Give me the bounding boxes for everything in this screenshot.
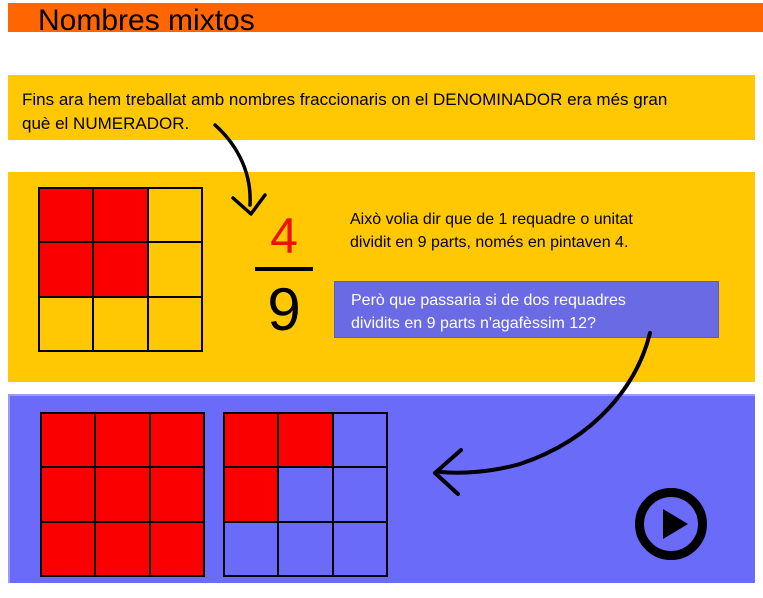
grid-cell: [279, 523, 331, 575]
grid-cell: [334, 468, 386, 520]
grid-cell: [149, 189, 201, 241]
grid-cell: [96, 468, 148, 520]
grid-cell: [96, 523, 148, 575]
question-line1: Però que passaria si de dos requadres: [351, 292, 626, 309]
explanation-line2: dividit en 9 parts, només en pintaven 4.: [350, 234, 629, 251]
grid-cell: [94, 298, 146, 350]
grid-cell: [151, 414, 203, 466]
grid-cell: [40, 189, 92, 241]
intro-banner-line1: Fins ara hem treballat amb nombres fraccionaris on el DENOMINADOR era més gran: [22, 90, 668, 109]
grid-cell: [225, 523, 277, 575]
fraction-grid-4-of-9: [38, 187, 203, 352]
grid-cell: [225, 468, 277, 520]
grid-full-9-of-9: [40, 412, 205, 577]
play-button[interactable]: [635, 488, 707, 560]
grid-cell: [96, 414, 148, 466]
grid-cell: [94, 243, 146, 295]
fraction-denominator: 9: [267, 276, 301, 343]
grid-cell: [40, 298, 92, 350]
grid-cell: [334, 414, 386, 466]
play-icon: [663, 509, 688, 539]
grid-cell: [279, 468, 331, 520]
two-units-section: [8, 394, 755, 583]
question-box: [334, 281, 719, 338]
grid-cell: [225, 414, 277, 466]
fraction-section: [8, 172, 755, 382]
grid-cell: [149, 243, 201, 295]
grid-cell: [40, 243, 92, 295]
fraction-bar: [255, 267, 313, 271]
question-line2: dividits en 9 parts n'agafèssim 12?: [351, 315, 596, 332]
fraction-numerator: 4: [270, 208, 298, 264]
grid-cell: [42, 414, 94, 466]
grid-partial-3-of-9: [223, 412, 388, 577]
grid-cell: [151, 523, 203, 575]
grid-cell: [279, 414, 331, 466]
grid-cell: [42, 523, 94, 575]
intro-banner: [8, 75, 755, 140]
page-title: Nombres mixtos: [38, 4, 255, 37]
grid-cell: [42, 468, 94, 520]
grid-cell: [334, 523, 386, 575]
intro-banner-line2: què el NUMERADOR.: [22, 114, 190, 133]
explanation-text: [350, 208, 680, 254]
grid-cell: [149, 298, 201, 350]
grid-cell: [94, 189, 146, 241]
grid-cell: [151, 468, 203, 520]
explanation-line1: Això volia dir que de 1 requadre o unitat: [350, 211, 633, 228]
